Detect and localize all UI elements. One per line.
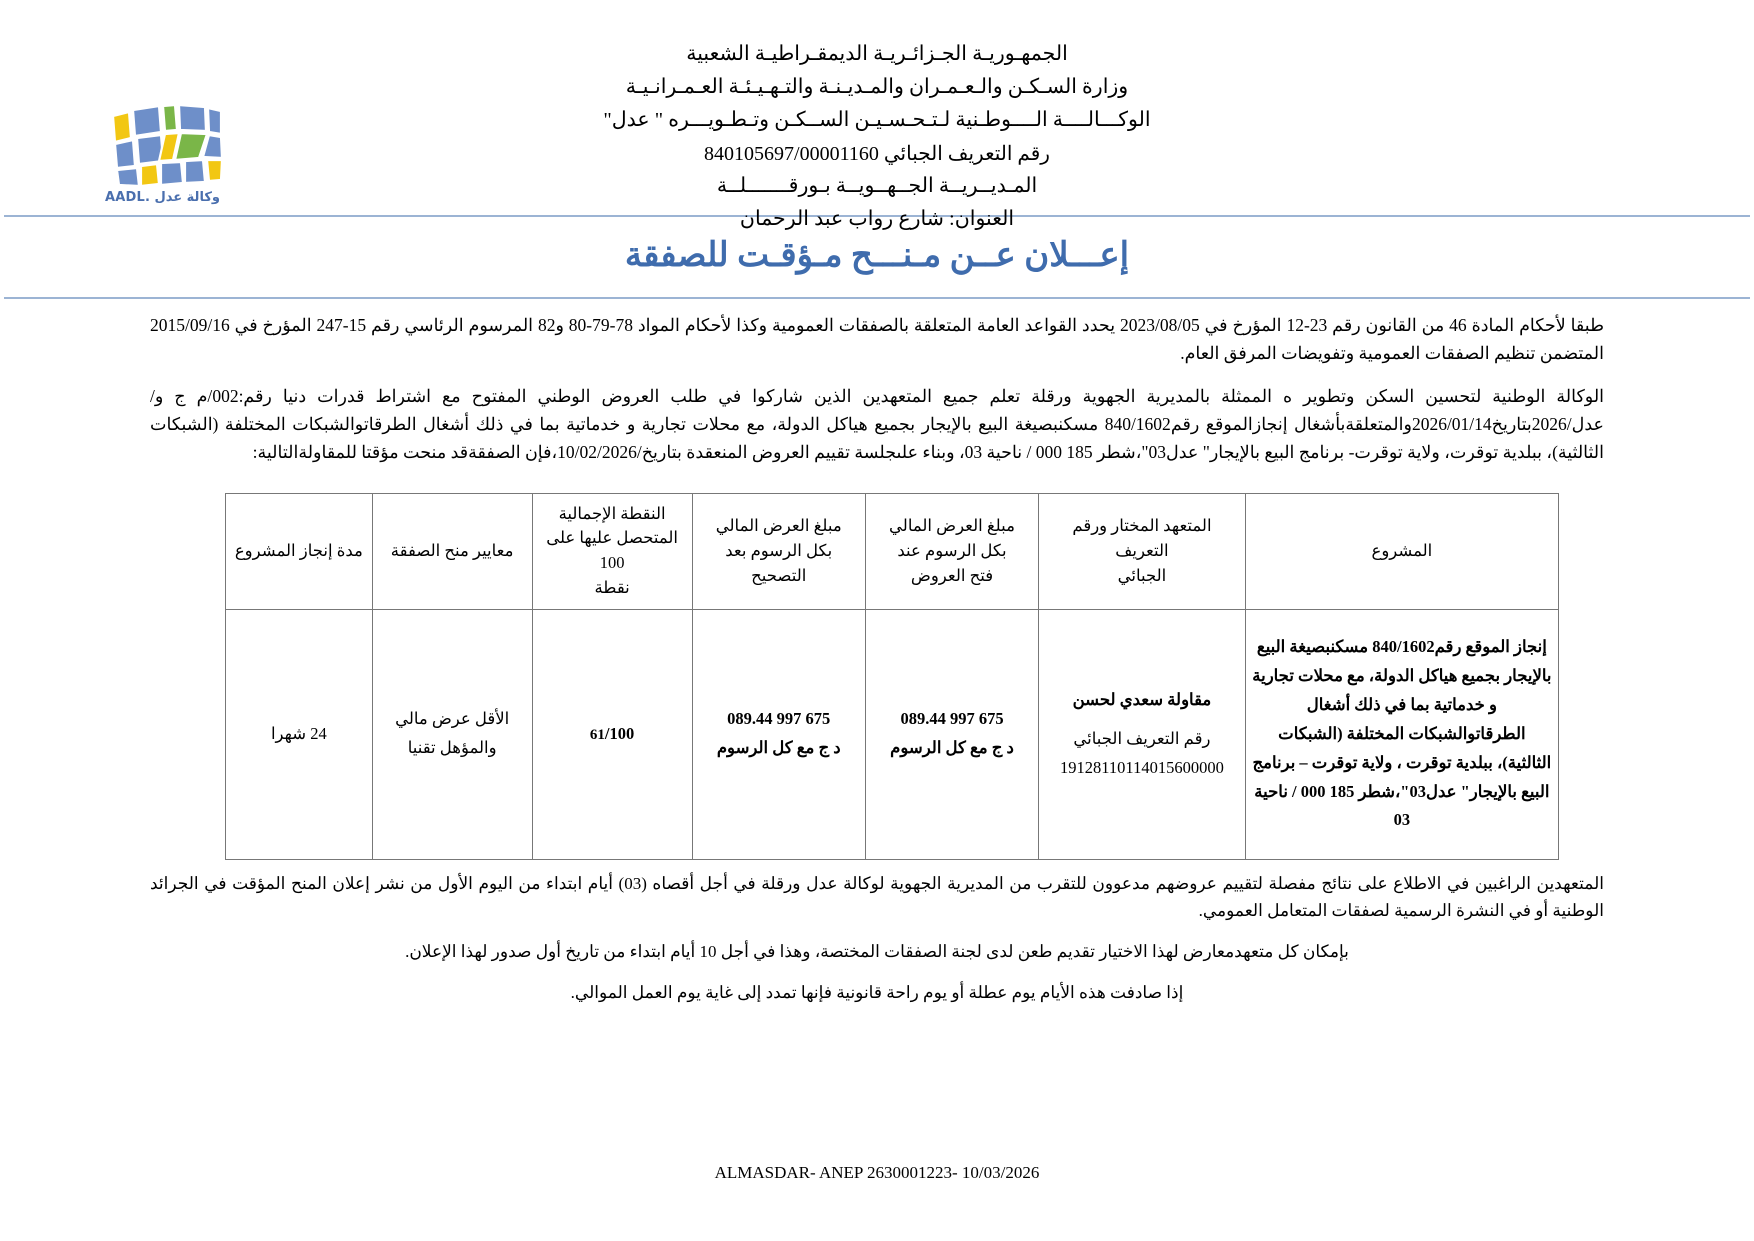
note-detailed-results: المتعهدين الراغبين في الاطلاع على نتائج مفصلة لتقييم عروضهم مدعوون للتقرب من المديرية الجهوية لوكالة عدل ورقلة في أجل أقصاه (03) أيام ابتداء من اليوم الأول من نشر إعلان المنح المؤقت في الجرائد الوطنية أو في النشرة الرسمية لصفقات المتعامل العمومي. bbox=[150, 873, 1604, 920]
cell-bidder-nif-label: رقم التعريف الجبائي bbox=[1073, 728, 1211, 748]
cell-criteria-line1: الأقل عرض مالي bbox=[395, 709, 510, 729]
cell-bidder bbox=[1039, 609, 1246, 859]
th-project: المشروع bbox=[1245, 493, 1558, 609]
paragraph-legal-basis: طبقا لأحكام المادة 46 من القانون رقم 23-12 المؤرخ في 2023/08/05 يحدد القواعد العامة المتعلقة بالصفقات العمومية وكذا لأحكام المواد 78-79-80 و82 المرسوم الرئاسي رقم 15-247 المؤرخ في 2015/09/16 المتضمن تنظيم الصفقات العمومية وتفويضات المرفق العام. bbox=[150, 315, 1604, 364]
th-bidder-line2: الجبائي bbox=[1117, 565, 1167, 585]
award-table-wrapper bbox=[0, 493, 1754, 860]
th-amount-open-line2: بكل الرسوم عند bbox=[897, 540, 1007, 560]
paragraph-subject: الوكالة الوطنية لتحسين السكن وتطوير ه الممثلة بالمديرية الجهوية ورقلة تعلم جميع المتعهدين الذين شاركوا في طلب العروض الوطني المفتوح مع اشتراط قدرات دنيا رقم:002/م ج و/ عدل/2026بتاريخ2026/01/14والمتعلقةبأشغال إنجازالموقع رقم840/1602 مسكنبصيغة البيع بالإيجار بجميع هياكل الدولة، مع محلات تجارية و خدماتية بما في ذلك أشغال الطرقاتوالشبكات المختلفة (الشبكات الثالثية)، ببلدية توقرت، ولاية توقرت- برنامج البيع بالإيجار" عدل03"،شطر 185 000 / ناحية 03، وبناء علىجلسة تقييم العروض المنعقدة بتاريخ/10/02/2026،فإن الصفقةقد منحت مؤقتا للمقاولةالتالية: bbox=[150, 385, 1605, 463]
header-line-regional-directorate: المـديــريــة الجــهــويــة بـورقـــــــلــة bbox=[716, 175, 1038, 197]
cell-bidder-nif: 19128110114015600000 bbox=[1060, 757, 1224, 777]
th-bidder-line1: المتعهد المختار ورقم التعريف bbox=[1072, 516, 1212, 560]
note-holiday-extension: إذا صادفت هذه الأيام يوم عطلة أو يوم راحة قانونية فإنها تمدد إلى غاية يوم العمل الموالي. bbox=[570, 983, 1184, 1003]
th-score-line3: نقطة bbox=[594, 577, 630, 597]
page-title: إعـــلان عــن مـنـــح مـؤقـت للصفقة bbox=[624, 237, 1130, 274]
award-table-body bbox=[226, 609, 1559, 859]
document-header bbox=[0, 0, 1754, 231]
award-table bbox=[225, 493, 1559, 860]
th-amount-open-line3: فتح العروض bbox=[910, 565, 994, 585]
cell-amount-after-correction bbox=[692, 609, 865, 859]
header-line-address: العنوان: شارع رواب عبد الرحمان bbox=[739, 208, 1015, 231]
table-header-row bbox=[226, 493, 1559, 609]
cell-score-value: 61 bbox=[589, 726, 605, 743]
th-amount-corr-line2: بكل الرسوم بعد bbox=[725, 540, 833, 560]
cell-amount-open-value: 675 997 089.44 bbox=[900, 709, 1004, 729]
award-table-head bbox=[226, 493, 1559, 609]
cell-amount-open-unit: د ج مع كل الرسوم bbox=[890, 738, 1014, 758]
th-score-line1: النقطة الإجمالية bbox=[558, 503, 666, 523]
th-amount-corr-line3: التصحيح bbox=[751, 565, 807, 585]
cell-project-duration: 24 شهرا bbox=[226, 609, 373, 859]
cell-amount-at-opening bbox=[865, 609, 1038, 859]
cell-project: إنجاز الموقع رقم840/1602 مسكنبصيغة البيع بالإيجار بجميع هياكل الدولة، مع محلات تجارية و خدماتية بما في ذلك أشغال الطرقاتوالشبكات المختلفة (الشبكات الثالثية)، ببلدية توقرت ، ولاية توقرت – برنامج البيع بالإيجار" عدل03"،شطر 185 000 / ناحية 03 bbox=[1245, 609, 1558, 859]
table-row bbox=[226, 609, 1559, 859]
header-line-republic: الجمهـوريـة الجـزائـريـة الديمقـراطيـة الشعبية bbox=[686, 43, 1068, 65]
header-line-ministry: وزارة السـكـن والـعـمـران والمـديـنـة والتـهـيـئـة العـمـرانـيـة bbox=[625, 76, 1129, 99]
cell-award-criteria bbox=[372, 609, 532, 859]
cell-amount-corr-value: 675 997 089.44 bbox=[727, 709, 831, 729]
aadl-logo-caption: وكالة عدل .AADL bbox=[105, 190, 220, 205]
header-org-lines bbox=[0, 38, 1754, 236]
th-amount-after-correction bbox=[692, 493, 865, 609]
footer-anep-reference: ALMASDAR- ANEP 2630001223- 10/03/2026 bbox=[714, 1163, 1040, 1182]
header-line-agency: الوكـــالــــة الــــوطـنية لـتـحـسـيـن الســكـن وتـطـويـــره " عدل" bbox=[603, 109, 1151, 132]
th-bidder bbox=[1039, 493, 1246, 609]
th-score-line2: المتحصل عليها على 100 bbox=[546, 528, 679, 573]
document-body bbox=[0, 311, 1754, 467]
th-award-criteria: معايير منح الصفقة bbox=[372, 493, 532, 609]
header-line-fiscal-id: رقم التعريف الجبائي 840105697/00001160 bbox=[704, 142, 1050, 165]
cell-bidder-name: مقاولة سعدي لحسن bbox=[1072, 689, 1212, 709]
th-amount-open-line1: مبلغ العرض المالي bbox=[889, 516, 1015, 536]
th-amount-corr-line1: مبلغ العرض المالي bbox=[715, 516, 842, 536]
th-amount-at-opening bbox=[865, 493, 1038, 609]
header-divider-bottom bbox=[4, 297, 1750, 299]
th-total-score bbox=[532, 493, 692, 609]
cell-score-denominator: /100 bbox=[604, 723, 635, 743]
cell-total-score bbox=[532, 609, 692, 859]
th-project-duration: مدة إنجاز المشروع bbox=[226, 493, 373, 609]
document-notes bbox=[0, 870, 1754, 1007]
cell-amount-corr-unit: د ج مع كل الرسوم bbox=[716, 738, 841, 758]
cell-criteria-line2: والمؤهل تقنيا bbox=[407, 738, 497, 758]
note-appeal-right: بإمكان كل متعهدمعارض لهذا الاختيار تقديم طعن لدى لجنة الصفقات المختصة، وهذا في أجل 10 أيام ابتداء من تاريخ أول صدور لهذا الإعلان. bbox=[405, 942, 1349, 962]
